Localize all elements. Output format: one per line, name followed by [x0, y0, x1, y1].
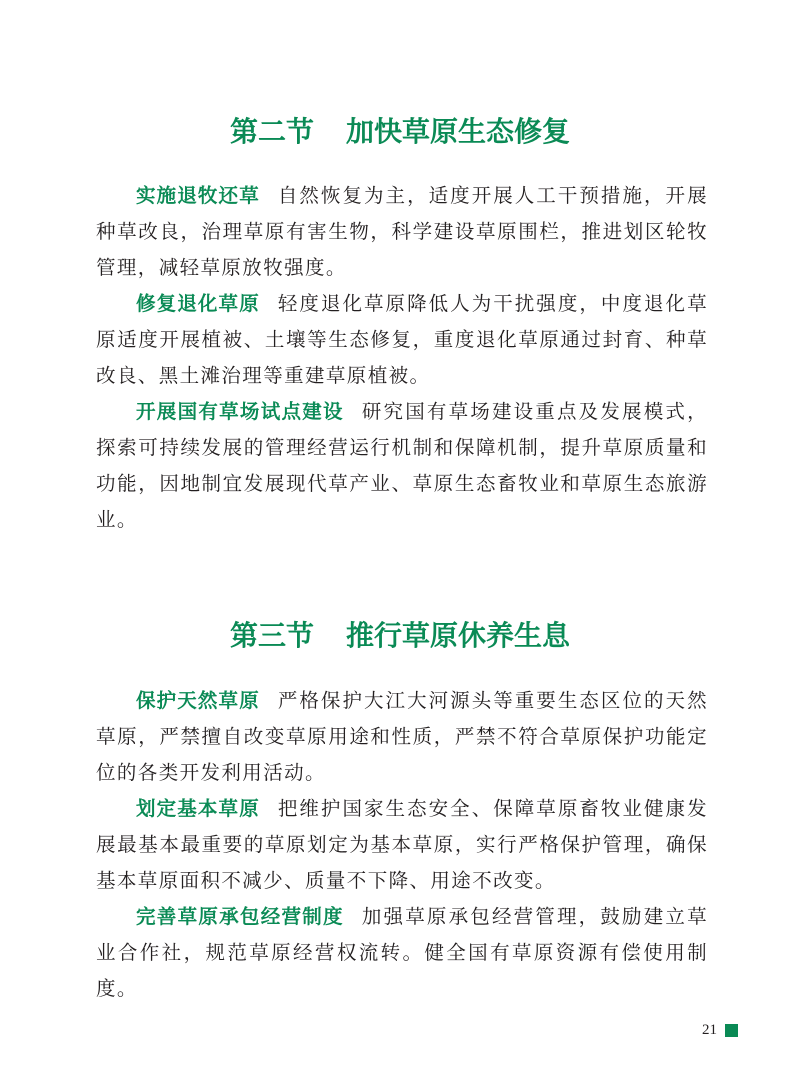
paragraph-lead: 开展国有草场试点建设	[136, 400, 344, 423]
section-number: 第三节	[229, 619, 314, 652]
section-heading: 推行草原休养生息	[346, 619, 571, 652]
paragraph-lead: 实施退牧还草	[136, 184, 260, 207]
paragraph-text: 严格保护大江大河源头等重要生态区位的天然草原，严禁擅自改变草原用途和性质，严禁不符合草原保护功能定位的各类开发利用活动。	[96, 689, 708, 784]
paragraph-text: 加强草原承包经营管理，鼓励建立草业合作社，规范草原经营权流转。健全国有草原资源有偿使用制度。	[96, 905, 708, 1000]
paragraph-lead: 修复退化草原	[136, 292, 260, 315]
paragraph-text: 自然恢复为主，适度开展人工干预措施，开展种草改良，治理草原有害生物，科学建设草原围栏，推进划区轮牧管理，减轻草原放牧强度。	[96, 184, 708, 279]
section-heading: 加快草原生态修复	[346, 115, 571, 148]
section-title	[0, 614, 800, 654]
page-footer	[702, 1022, 738, 1039]
paragraph-lead: 划定基本草原	[136, 797, 260, 820]
paragraph-text: 把维护国家生态安全、保障草原畜牧业健康发展最基本最重要的草原划定为基本草原，实行严格保护管理，确保基本草原面积不减少、质量不下降、用途不改变。	[96, 797, 708, 892]
page-number: 21	[702, 1022, 717, 1038]
paragraph-text: 轻度退化草原降低人为干扰强度，中度退化草原适度开展植被、土壤等生态修复，重度退化草原通过封育、种草改良、黑土滩治理等重建草原植被。	[96, 292, 708, 387]
paragraph	[96, 683, 708, 791]
paragraph	[96, 286, 708, 394]
page-marker-square	[725, 1024, 738, 1037]
paragraph-lead: 保护天然草原	[136, 689, 260, 712]
paragraph	[96, 899, 708, 1007]
paragraph-lead: 完善草原承包经营制度	[136, 905, 344, 928]
paragraph	[96, 394, 708, 538]
section-title	[0, 110, 800, 150]
paragraph-text: 研究国有草场建设重点及发展模式，探索可持续发展的管理经营运行机制和保障机制，提升草原质量和功能，因地制宜发展现代草产业、草原生态畜牧业和草原生态旅游业。	[96, 400, 708, 531]
section-number: 第二节	[229, 115, 314, 148]
paragraph	[96, 791, 708, 899]
paragraph	[96, 178, 708, 286]
